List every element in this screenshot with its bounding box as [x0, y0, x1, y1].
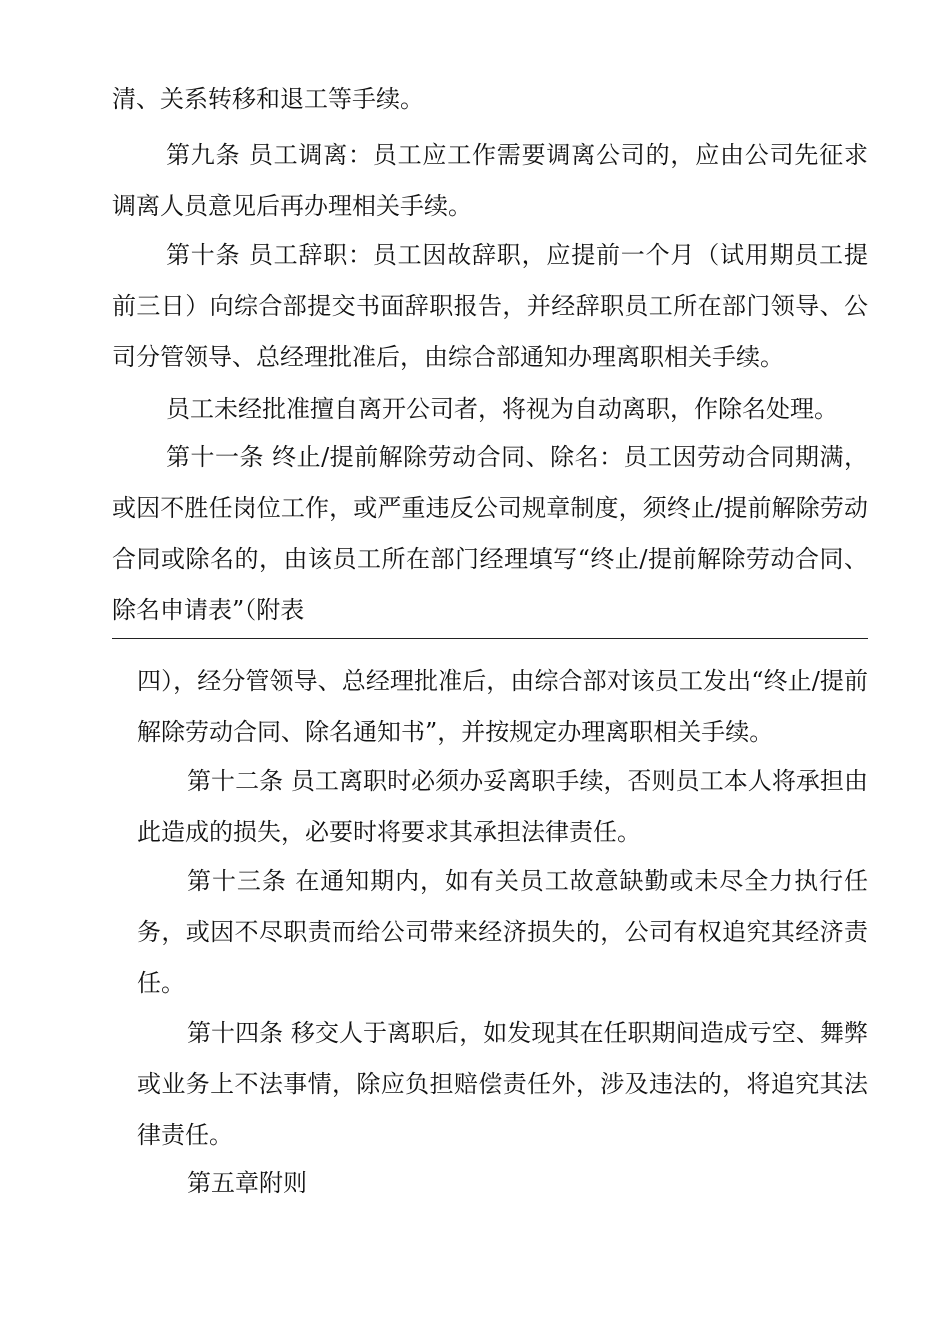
- chapter-5-heading: 第五章附则: [187, 1169, 307, 1197]
- paragraph-article-13: 第十三条 在通知期内，如有关员工故意缺勤或未尽全力执行任务，或因不尽职责而给公司带来经济损失的，公司有权追究其经济责任。: [137, 867, 868, 997]
- paragraph-article-9: 第九条 员工调离：员工应工作需要调离公司的，应由公司先征求调离人员意见后再办理相关手续。: [112, 141, 868, 220]
- page-divider: [112, 638, 868, 639]
- paragraph-continuation: 清、关系转移和退工等手续。: [112, 85, 424, 113]
- paragraph-unauthorized-leave: 员工未经批准擅自离开公司者，将视为自动离职，作除名处理。: [166, 395, 838, 423]
- paragraph-article-10: 第十条 员工辞职：员工因故辞职，应提前一个月（试用期员工提前三日）向综合部提交书面辞职报告，并经辞职员工所在部门领导、公司分管领导、总经理批准后，由综合部通知办理离职相关手续。: [112, 241, 868, 371]
- paragraph-article-11-continuation: 四），经分管领导、总经理批准后，由综合部对该员工发出“终止/提前解除劳动合同、除名通知书”，并按规定办理离职相关手续。: [137, 667, 868, 746]
- paragraph-article-12: 第十二条 员工离职时必须办妥离职手续，否则员工本人将承担由此造成的损失，必要时将要求其承担法律责任。: [137, 767, 868, 846]
- paragraph-article-14: 第十四条 移交人于离职后，如发现其在任职期间造成亏空、舞弊或业务上不法事情，除应负担赔偿责任外，涉及违法的，将追究其法律责任。: [137, 1019, 868, 1149]
- paragraph-article-11: 第十一条 终止/提前解除劳动合同、除名：员工因劳动合同期满，或因不胜任岗位工作，或严重违反公司规章制度，须终止/提前解除劳动合同或除名的，由该员工所在部门经理填写“终止/提前解除劳动合同、除名申请表”（附表: [112, 443, 868, 624]
